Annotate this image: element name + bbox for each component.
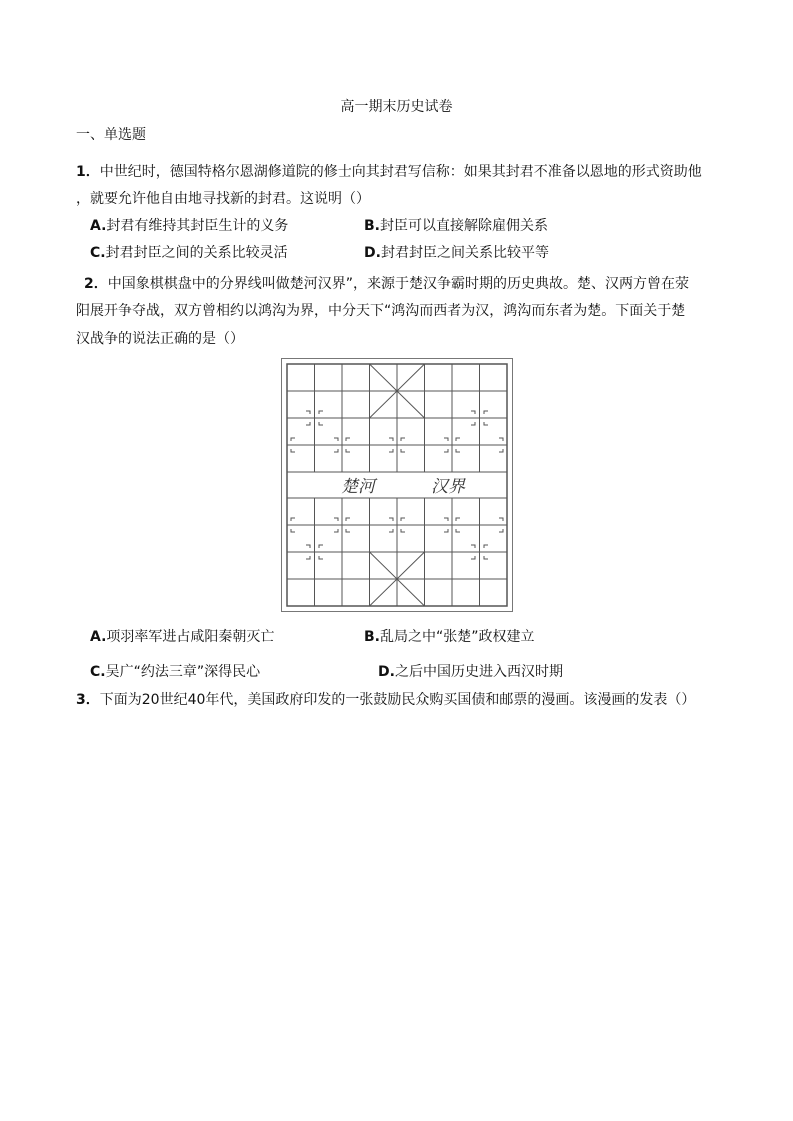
- q1-text-1: 中世纪时，德国特格尔恩湖修道院的修士向其封君写信称：如果其封君不准备以恩地的形式资助他: [99, 164, 702, 180]
- option-label: C.: [90, 245, 106, 261]
- q2-line-3: 汉战争的说法正确的是（）: [76, 331, 244, 347]
- q2-line-2: 阳展开争夺战，双方曾相约以鸿沟为界，中分天下“鸿沟而西者为汉，鸿沟而东者为楚。下面关于楚: [76, 303, 686, 319]
- option-text: 封君封臣之间的关系比较灵活: [105, 245, 288, 261]
- river-left-label: 楚河: [341, 477, 375, 497]
- option-label: B.: [364, 218, 380, 234]
- option-label: D.: [364, 245, 381, 261]
- q1-line-1: [76, 161, 702, 181]
- q1-option-a: [90, 215, 288, 235]
- option-text: 吴广“约法三章”深得民心: [105, 664, 261, 680]
- q2-number: 2．: [84, 276, 108, 292]
- q2-option-a: [90, 626, 274, 646]
- q2-option-d: [378, 661, 563, 681]
- option-text: 封臣可以直接解除雇佣关系: [380, 218, 548, 234]
- section-heading: 一、单选题: [76, 127, 146, 143]
- option-text: 之后中国历史进入西汉时期: [394, 664, 563, 680]
- q1-line-2: ，就要允许他自由地寻找新的封君。这说明（）: [76, 191, 370, 207]
- q2-text-1: 中国象棋棋盘中的分界线叫做楚河汉界”，来源于楚汉争霸时期的历史典故。楚、汉两方曾在荥: [107, 276, 690, 292]
- option-label: B.: [364, 629, 380, 645]
- option-text: 封君有维持其封臣生计的义务: [106, 218, 289, 234]
- q1-option-d: [364, 242, 549, 262]
- option-label: A.: [90, 629, 107, 645]
- q2-option-b: [364, 626, 535, 646]
- q1-number: 1．: [76, 164, 100, 180]
- option-label: C.: [90, 664, 106, 680]
- q1-option-c: [90, 242, 288, 262]
- option-text: 封君封臣之间关系比较平等: [380, 245, 549, 261]
- q2-line-1: [84, 273, 689, 293]
- option-label: A.: [90, 218, 107, 234]
- q2-option-c: [90, 661, 260, 681]
- q3-text: 下面为20世纪40年代，美国政府印发的一张鼓励民众购买国债和邮票的漫画。该漫画的发表（）: [99, 692, 696, 708]
- q1-option-b: [364, 215, 548, 235]
- option-label: D.: [378, 664, 395, 680]
- river-right-label: 汉界: [431, 477, 465, 497]
- xiangqi-board-figure: [281, 358, 513, 612]
- exam-title: 高一期末历史试卷: [340, 99, 453, 115]
- q3-line-1: [76, 689, 695, 709]
- q3-number: 3．: [76, 692, 100, 708]
- option-text: 乱局之中“张楚”政权建立: [380, 629, 535, 645]
- option-text: 项羽率军进占咸阳秦朝灭亡: [106, 629, 275, 645]
